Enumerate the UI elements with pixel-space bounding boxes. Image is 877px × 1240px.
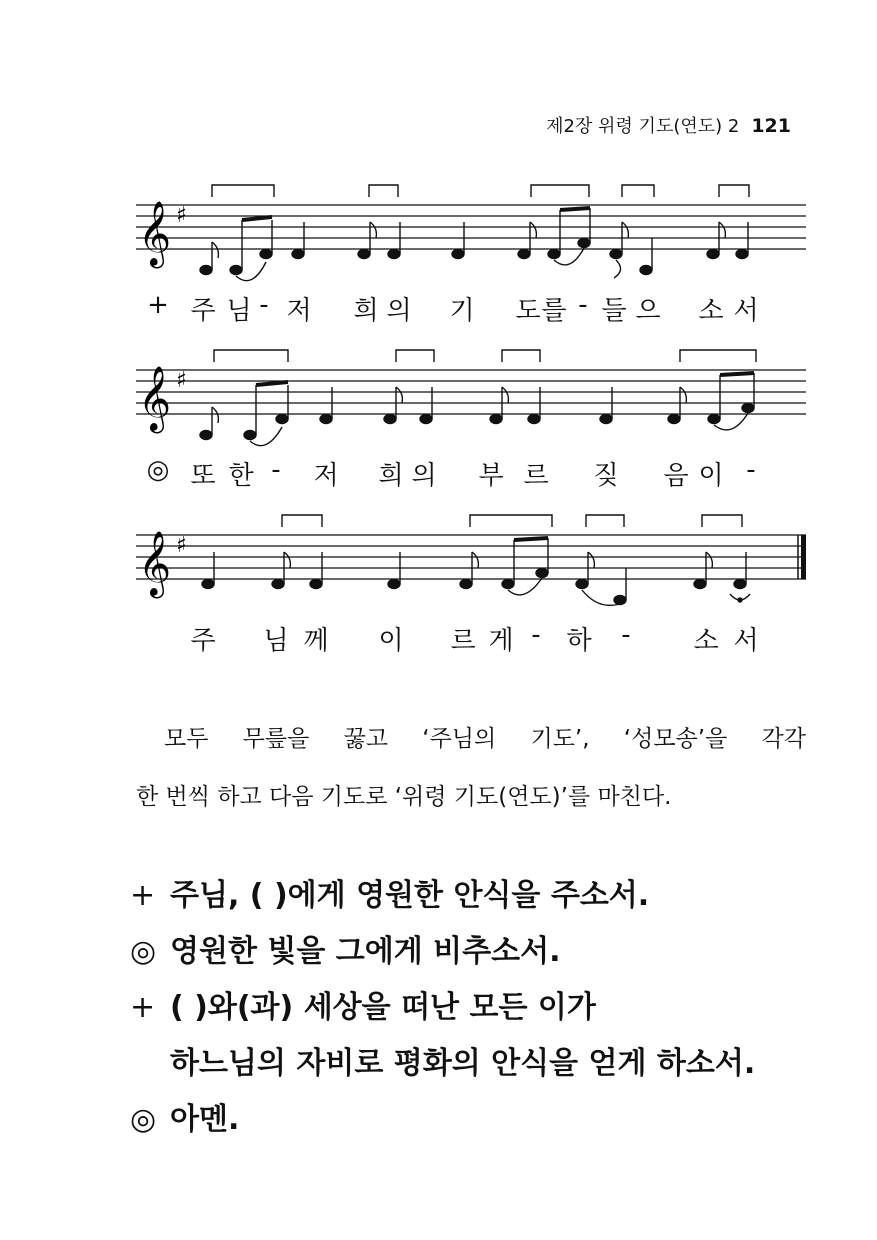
treble-clef-icon: 𝄞	[138, 531, 172, 596]
instruction-line-1: 모두 무릎을 꿇고 ‘주님의 기도’, ‘성모송’을 각각	[164, 726, 806, 752]
lyric-syllable: 저	[286, 296, 312, 326]
lyric-syllable: ◎	[146, 455, 170, 485]
lyric-syllable: 도	[515, 296, 541, 326]
lyric-syllable: 하	[566, 626, 592, 656]
prayer-line-3: + ( )와(과) 세상을 떠난 모든 이가	[130, 990, 596, 1025]
page-number: 121	[751, 115, 791, 137]
sharp-icon: ♯	[176, 368, 187, 393]
lyric-syllable: 이	[378, 626, 404, 656]
lyric-syllable: 짖	[593, 461, 619, 491]
lyric-syllable: -	[746, 455, 756, 485]
instruction-text	[136, 710, 806, 826]
instruction-line-2: 한 번씩 하고 다음 기도로 ‘위령 기도(연도)’를 마친다.	[136, 784, 672, 810]
lyric-syllable: 또	[190, 461, 216, 491]
lyric-syllable: 를	[541, 296, 567, 326]
lyric-syllable: 주	[190, 296, 216, 326]
chapter-title: 제2장 위령 기도(연도) 2	[546, 116, 740, 137]
lyric-syllable: 부	[478, 461, 504, 491]
lyric-syllable: +	[147, 290, 169, 320]
lyric-syllable: 음	[663, 461, 689, 491]
lyrics-line-1	[136, 290, 806, 324]
music-staff-3	[136, 510, 806, 620]
lyric-syllable: 께	[303, 626, 329, 656]
lyric-syllable: 희	[378, 461, 404, 491]
treble-clef-icon: 𝄞	[138, 201, 172, 266]
lyric-syllable: 들	[601, 296, 627, 326]
lyric-syllable: 서	[733, 626, 759, 656]
lyric-syllable: 으	[635, 296, 661, 326]
lyric-syllable: 희	[353, 296, 379, 326]
sharp-icon: ♯	[176, 533, 187, 558]
music-staff-1	[136, 180, 806, 290]
lyric-syllable: 르	[523, 461, 549, 491]
treble-clef-icon: 𝄞	[138, 366, 172, 431]
lyric-syllable: 이	[698, 461, 724, 491]
staff-3-notation	[136, 510, 806, 620]
lyric-syllable: 게	[488, 626, 514, 656]
lyric-syllable: 저	[313, 461, 339, 491]
lyric-syllable: 서	[733, 296, 759, 326]
staff-1-notation	[136, 180, 806, 290]
lyric-syllable: 주	[190, 626, 216, 656]
lyric-syllable: 소	[693, 626, 719, 656]
lyric-syllable: 소	[698, 296, 724, 326]
lyric-syllable: 의	[386, 296, 412, 326]
prayer-line-5: ◎ 아멘.	[130, 1102, 240, 1137]
prayer-line-2: ◎ 영원한 빛을 그에게 비추소서.	[130, 934, 561, 969]
lyric-syllable: -	[578, 290, 588, 320]
lyric-syllable: 님	[263, 626, 289, 656]
lyric-syllable: 기	[449, 296, 475, 326]
lyric-syllable: 의	[411, 461, 437, 491]
lyric-syllable: 님	[226, 296, 252, 326]
lyrics-line-3	[136, 620, 806, 654]
lyric-syllable: 르	[450, 626, 476, 656]
prayer-line-4: 하느님의 자비로 평화의 안식을 얻게 하소서.	[170, 1046, 756, 1081]
lyric-syllable: 한	[228, 461, 254, 491]
lyric-syllable: -	[531, 620, 541, 650]
music-staff-2	[136, 345, 806, 455]
lyric-syllable: -	[621, 620, 631, 650]
lyrics-line-2	[136, 455, 806, 489]
page-header	[546, 112, 791, 138]
sharp-icon: ♯	[176, 203, 187, 228]
lyric-syllable: -	[259, 290, 269, 320]
lyric-syllable: -	[271, 455, 281, 485]
staff-2-notation	[136, 345, 806, 455]
prayer-line-1: + 주님, ( )에게 영원한 안식을 주소서.	[130, 878, 650, 913]
